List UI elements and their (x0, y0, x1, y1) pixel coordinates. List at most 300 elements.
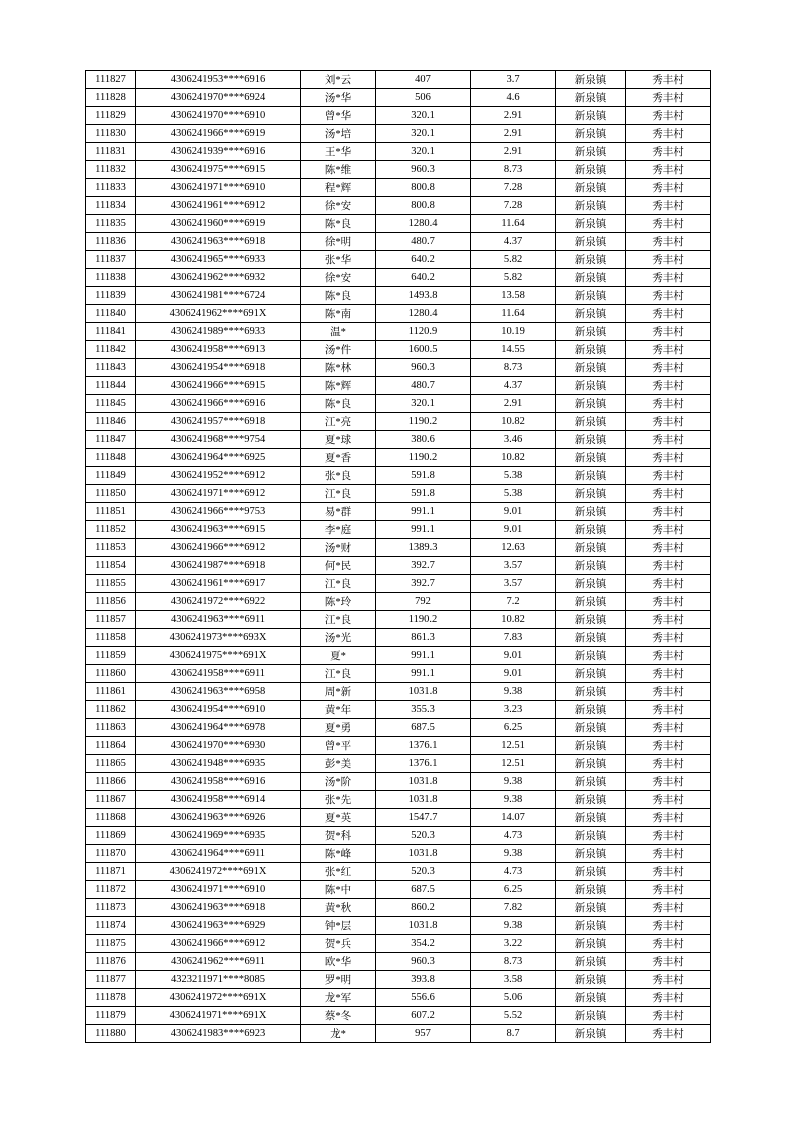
cell-village: 秀丰村 (626, 881, 711, 899)
cell-seq-number: 111836 (86, 233, 136, 251)
table-row (86, 431, 711, 449)
cell-seq-number: 111837 (86, 251, 136, 269)
cell-amount: 991.1 (376, 503, 471, 521)
cell-id-number: 4306241966****6915 (136, 377, 301, 395)
table-row (86, 701, 711, 719)
cell-rate: 7.83 (471, 629, 556, 647)
cell-rate: 10.82 (471, 413, 556, 431)
cell-seq-number: 111876 (86, 953, 136, 971)
cell-id-number: 4306241961****6912 (136, 197, 301, 215)
cell-village: 秀丰村 (626, 863, 711, 881)
cell-amount: 960.3 (376, 953, 471, 971)
table-row (86, 233, 711, 251)
cell-id-number: 4306241954****6918 (136, 359, 301, 377)
cell-amount: 480.7 (376, 233, 471, 251)
cell-town: 新泉镇 (556, 809, 626, 827)
cell-amount: 1031.8 (376, 773, 471, 791)
cell-town: 新泉镇 (556, 575, 626, 593)
cell-name: 汤*财 (301, 539, 376, 557)
cell-name: 温* (301, 323, 376, 341)
cell-name: 陈*南 (301, 305, 376, 323)
cell-id-number: 4306241963****6929 (136, 917, 301, 935)
cell-rate: 9.38 (471, 773, 556, 791)
cell-name: 张*良 (301, 467, 376, 485)
cell-seq-number: 111852 (86, 521, 136, 539)
cell-town: 新泉镇 (556, 395, 626, 413)
cell-name: 汤*光 (301, 629, 376, 647)
cell-village: 秀丰村 (626, 611, 711, 629)
cell-village: 秀丰村 (626, 287, 711, 305)
cell-seq-number: 111856 (86, 593, 136, 611)
cell-village: 秀丰村 (626, 233, 711, 251)
cell-amount: 640.2 (376, 251, 471, 269)
cell-village: 秀丰村 (626, 539, 711, 557)
cell-seq-number: 111849 (86, 467, 136, 485)
cell-town: 新泉镇 (556, 827, 626, 845)
cell-village: 秀丰村 (626, 521, 711, 539)
cell-village: 秀丰村 (626, 845, 711, 863)
cell-village: 秀丰村 (626, 143, 711, 161)
table-row (86, 827, 711, 845)
cell-seq-number: 111861 (86, 683, 136, 701)
cell-name: 汤*阶 (301, 773, 376, 791)
cell-rate: 6.25 (471, 881, 556, 899)
cell-name: 周*新 (301, 683, 376, 701)
cell-amount: 355.3 (376, 701, 471, 719)
cell-village: 秀丰村 (626, 755, 711, 773)
cell-amount: 393.8 (376, 971, 471, 989)
cell-seq-number: 111869 (86, 827, 136, 845)
cell-town: 新泉镇 (556, 737, 626, 755)
cell-name: 夏* (301, 647, 376, 665)
cell-id-number: 4306241966****6912 (136, 935, 301, 953)
cell-name: 徐*安 (301, 197, 376, 215)
cell-rate: 3.57 (471, 575, 556, 593)
cell-rate: 5.38 (471, 485, 556, 503)
cell-town: 新泉镇 (556, 323, 626, 341)
cell-town: 新泉镇 (556, 143, 626, 161)
cell-id-number: 4306241939****6916 (136, 143, 301, 161)
cell-id-number: 4306241964****6925 (136, 449, 301, 467)
cell-village: 秀丰村 (626, 485, 711, 503)
cell-town: 新泉镇 (556, 161, 626, 179)
cell-town: 新泉镇 (556, 233, 626, 251)
cell-id-number: 4306241983****6923 (136, 1025, 301, 1043)
cell-town: 新泉镇 (556, 917, 626, 935)
cell-town: 新泉镇 (556, 773, 626, 791)
cell-seq-number: 111853 (86, 539, 136, 557)
cell-town: 新泉镇 (556, 989, 626, 1007)
cell-town: 新泉镇 (556, 935, 626, 953)
cell-rate: 8.73 (471, 161, 556, 179)
cell-seq-number: 111859 (86, 647, 136, 665)
table-row (86, 809, 711, 827)
cell-village: 秀丰村 (626, 989, 711, 1007)
cell-village: 秀丰村 (626, 503, 711, 521)
cell-seq-number: 111863 (86, 719, 136, 737)
cell-name: 陈*玲 (301, 593, 376, 611)
cell-id-number: 4306241961****6917 (136, 575, 301, 593)
cell-id-number: 4306241964****6978 (136, 719, 301, 737)
cell-id-number: 4306241952****6912 (136, 467, 301, 485)
cell-rate: 9.38 (471, 683, 556, 701)
cell-id-number: 4306241975****6915 (136, 161, 301, 179)
cell-town: 新泉镇 (556, 1007, 626, 1025)
cell-name: 龙* (301, 1025, 376, 1043)
cell-seq-number: 111879 (86, 1007, 136, 1025)
cell-name: 程*辉 (301, 179, 376, 197)
cell-id-number: 4306241963****6958 (136, 683, 301, 701)
cell-town: 新泉镇 (556, 269, 626, 287)
cell-village: 秀丰村 (626, 179, 711, 197)
cell-seq-number: 111829 (86, 107, 136, 125)
cell-town: 新泉镇 (556, 197, 626, 215)
cell-amount: 861.3 (376, 629, 471, 647)
cell-town: 新泉镇 (556, 719, 626, 737)
cell-rate: 12.51 (471, 755, 556, 773)
cell-town: 新泉镇 (556, 125, 626, 143)
cell-name: 陈*林 (301, 359, 376, 377)
cell-rate: 9.01 (471, 647, 556, 665)
table-row (86, 557, 711, 575)
cell-rate: 3.46 (471, 431, 556, 449)
cell-town: 新泉镇 (556, 179, 626, 197)
cell-rate: 2.91 (471, 143, 556, 161)
cell-amount: 1389.3 (376, 539, 471, 557)
cell-village: 秀丰村 (626, 899, 711, 917)
cell-id-number: 4306241971****691X (136, 1007, 301, 1025)
cell-seq-number: 111871 (86, 863, 136, 881)
cell-amount: 1493.8 (376, 287, 471, 305)
cell-amount: 556.6 (376, 989, 471, 1007)
cell-id-number: 4306241960****6919 (136, 215, 301, 233)
cell-id-number: 4306241963****6918 (136, 899, 301, 917)
cell-village: 秀丰村 (626, 1007, 711, 1025)
cell-name: 王*华 (301, 143, 376, 161)
table-row (86, 791, 711, 809)
table-row (86, 89, 711, 107)
cell-name: 陈*辉 (301, 377, 376, 395)
cell-name: 罗*明 (301, 971, 376, 989)
cell-rate: 4.73 (471, 863, 556, 881)
cell-name: 刘*云 (301, 71, 376, 89)
cell-rate: 4.73 (471, 827, 556, 845)
cell-id-number: 4306241970****6924 (136, 89, 301, 107)
cell-seq-number: 111833 (86, 179, 136, 197)
cell-village: 秀丰村 (626, 953, 711, 971)
cell-amount: 1120.9 (376, 323, 471, 341)
cell-village: 秀丰村 (626, 737, 711, 755)
cell-name: 贺*科 (301, 827, 376, 845)
cell-town: 新泉镇 (556, 503, 626, 521)
cell-name: 汤*件 (301, 341, 376, 359)
cell-name: 江*亮 (301, 413, 376, 431)
cell-town: 新泉镇 (556, 863, 626, 881)
table-row (86, 521, 711, 539)
cell-id-number: 4306241962****6911 (136, 953, 301, 971)
cell-id-number: 4306241971****6910 (136, 881, 301, 899)
cell-id-number: 4306241957****6918 (136, 413, 301, 431)
cell-seq-number: 111854 (86, 557, 136, 575)
cell-amount: 320.1 (376, 125, 471, 143)
table-row (86, 503, 711, 521)
cell-id-number: 4306241958****6911 (136, 665, 301, 683)
cell-village: 秀丰村 (626, 305, 711, 323)
cell-town: 新泉镇 (556, 1025, 626, 1043)
cell-seq-number: 111877 (86, 971, 136, 989)
cell-rate: 3.57 (471, 557, 556, 575)
cell-village: 秀丰村 (626, 251, 711, 269)
cell-rate: 11.64 (471, 215, 556, 233)
cell-rate: 5.82 (471, 269, 556, 287)
cell-rate: 5.38 (471, 467, 556, 485)
cell-rate: 14.55 (471, 341, 556, 359)
cell-village: 秀丰村 (626, 647, 711, 665)
cell-amount: 960.3 (376, 161, 471, 179)
cell-amount: 520.3 (376, 863, 471, 881)
cell-name: 夏*香 (301, 449, 376, 467)
cell-amount: 591.8 (376, 485, 471, 503)
cell-town: 新泉镇 (556, 413, 626, 431)
table-row (86, 395, 711, 413)
cell-amount: 520.3 (376, 827, 471, 845)
cell-id-number: 4306241963****6915 (136, 521, 301, 539)
table-row (86, 143, 711, 161)
cell-town: 新泉镇 (556, 971, 626, 989)
table-row (86, 305, 711, 323)
cell-id-number: 4306241966****9753 (136, 503, 301, 521)
cell-seq-number: 111855 (86, 575, 136, 593)
table-row (86, 539, 711, 557)
cell-amount: 687.5 (376, 719, 471, 737)
table-row (86, 251, 711, 269)
cell-village: 秀丰村 (626, 773, 711, 791)
cell-town: 新泉镇 (556, 359, 626, 377)
cell-id-number: 4306241963****6911 (136, 611, 301, 629)
cell-amount: 407 (376, 71, 471, 89)
cell-name: 夏*勇 (301, 719, 376, 737)
cell-amount: 991.1 (376, 521, 471, 539)
cell-town: 新泉镇 (556, 791, 626, 809)
table-row (86, 179, 711, 197)
cell-amount: 1376.1 (376, 755, 471, 773)
cell-village: 秀丰村 (626, 71, 711, 89)
cell-town: 新泉镇 (556, 611, 626, 629)
cell-town: 新泉镇 (556, 251, 626, 269)
cell-seq-number: 111838 (86, 269, 136, 287)
cell-village: 秀丰村 (626, 935, 711, 953)
cell-name: 黄*秋 (301, 899, 376, 917)
cell-village: 秀丰村 (626, 593, 711, 611)
cell-town: 新泉镇 (556, 881, 626, 899)
table-row (86, 449, 711, 467)
cell-name: 江*良 (301, 665, 376, 683)
cell-amount: 860.2 (376, 899, 471, 917)
cell-seq-number: 111874 (86, 917, 136, 935)
cell-amount: 1547.7 (376, 809, 471, 827)
cell-seq-number: 111846 (86, 413, 136, 431)
cell-name: 夏*球 (301, 431, 376, 449)
cell-rate: 12.51 (471, 737, 556, 755)
cell-rate: 7.2 (471, 593, 556, 611)
cell-name: 曾*平 (301, 737, 376, 755)
cell-rate: 9.01 (471, 521, 556, 539)
table-row (86, 611, 711, 629)
cell-id-number: 4306241968****9754 (136, 431, 301, 449)
table-row (86, 71, 711, 89)
cell-rate: 8.73 (471, 953, 556, 971)
cell-seq-number: 111842 (86, 341, 136, 359)
cell-rate: 5.82 (471, 251, 556, 269)
cell-amount: 800.8 (376, 197, 471, 215)
cell-seq-number: 111878 (86, 989, 136, 1007)
cell-amount: 1031.8 (376, 791, 471, 809)
cell-rate: 6.25 (471, 719, 556, 737)
table-row (86, 377, 711, 395)
cell-town: 新泉镇 (556, 683, 626, 701)
cell-name: 夏*英 (301, 809, 376, 827)
cell-seq-number: 111880 (86, 1025, 136, 1043)
table-row (86, 269, 711, 287)
cell-rate: 11.64 (471, 305, 556, 323)
cell-village: 秀丰村 (626, 467, 711, 485)
cell-name: 蔡*冬 (301, 1007, 376, 1025)
cell-name: 何*民 (301, 557, 376, 575)
cell-id-number: 4306241970****6930 (136, 737, 301, 755)
table-row (86, 323, 711, 341)
cell-town: 新泉镇 (556, 539, 626, 557)
cell-rate: 3.23 (471, 701, 556, 719)
cell-amount: 957 (376, 1025, 471, 1043)
cell-village: 秀丰村 (626, 323, 711, 341)
cell-name: 李*庭 (301, 521, 376, 539)
cell-name: 陈*峰 (301, 845, 376, 863)
cell-seq-number: 111858 (86, 629, 136, 647)
cell-amount: 320.1 (376, 395, 471, 413)
cell-seq-number: 111875 (86, 935, 136, 953)
cell-id-number: 4306241965****6933 (136, 251, 301, 269)
cell-name: 张*红 (301, 863, 376, 881)
cell-id-number: 4306241966****6912 (136, 539, 301, 557)
cell-id-number: 4306241971****6912 (136, 485, 301, 503)
table-row (86, 593, 711, 611)
cell-rate: 9.38 (471, 845, 556, 863)
cell-rate: 7.82 (471, 899, 556, 917)
cell-id-number: 4306241962****6932 (136, 269, 301, 287)
cell-village: 秀丰村 (626, 377, 711, 395)
cell-village: 秀丰村 (626, 449, 711, 467)
cell-rate: 10.82 (471, 449, 556, 467)
cell-name: 陈*良 (301, 287, 376, 305)
cell-name: 江*良 (301, 485, 376, 503)
cell-name: 徐*明 (301, 233, 376, 251)
table-row (86, 989, 711, 1007)
cell-amount: 480.7 (376, 377, 471, 395)
table-row (86, 161, 711, 179)
cell-rate: 13.58 (471, 287, 556, 305)
cell-rate: 3.22 (471, 935, 556, 953)
cell-rate: 8.73 (471, 359, 556, 377)
cell-town: 新泉镇 (556, 665, 626, 683)
cell-id-number: 4306241966****6916 (136, 395, 301, 413)
cell-amount: 1190.2 (376, 611, 471, 629)
cell-village: 秀丰村 (626, 107, 711, 125)
cell-id-number: 4306241963****6926 (136, 809, 301, 827)
cell-village: 秀丰村 (626, 197, 711, 215)
cell-village: 秀丰村 (626, 629, 711, 647)
cell-id-number: 4306241958****6916 (136, 773, 301, 791)
cell-id-number: 4306241962****691X (136, 305, 301, 323)
cell-seq-number: 111872 (86, 881, 136, 899)
cell-name: 汤*培 (301, 125, 376, 143)
cell-village: 秀丰村 (626, 683, 711, 701)
cell-village: 秀丰村 (626, 701, 711, 719)
cell-amount: 354.2 (376, 935, 471, 953)
cell-name: 曾*华 (301, 107, 376, 125)
cell-seq-number: 111844 (86, 377, 136, 395)
cell-seq-number: 111840 (86, 305, 136, 323)
cell-amount: 792 (376, 593, 471, 611)
table-row (86, 341, 711, 359)
cell-village: 秀丰村 (626, 161, 711, 179)
cell-id-number: 4306241958****6914 (136, 791, 301, 809)
cell-rate: 10.19 (471, 323, 556, 341)
cell-town: 新泉镇 (556, 521, 626, 539)
table-row (86, 665, 711, 683)
table-row (86, 647, 711, 665)
cell-seq-number: 111843 (86, 359, 136, 377)
cell-amount: 392.7 (376, 575, 471, 593)
cell-id-number: 4306241973****693X (136, 629, 301, 647)
cell-rate: 5.06 (471, 989, 556, 1007)
cell-village: 秀丰村 (626, 341, 711, 359)
cell-town: 新泉镇 (556, 755, 626, 773)
cell-village: 秀丰村 (626, 1025, 711, 1043)
cell-town: 新泉镇 (556, 467, 626, 485)
table-row (86, 575, 711, 593)
table-row (86, 197, 711, 215)
cell-amount: 591.8 (376, 467, 471, 485)
cell-amount: 380.6 (376, 431, 471, 449)
cell-town: 新泉镇 (556, 305, 626, 323)
cell-name: 徐*安 (301, 269, 376, 287)
cell-id-number: 4306241972****691X (136, 863, 301, 881)
table-row (86, 629, 711, 647)
cell-name: 龙*军 (301, 989, 376, 1007)
cell-rate: 7.28 (471, 197, 556, 215)
cell-name: 黄*年 (301, 701, 376, 719)
cell-id-number: 4306241971****6910 (136, 179, 301, 197)
cell-rate: 4.6 (471, 89, 556, 107)
cell-amount: 1031.8 (376, 845, 471, 863)
cell-name: 易*群 (301, 503, 376, 521)
cell-amount: 1031.8 (376, 917, 471, 935)
cell-town: 新泉镇 (556, 341, 626, 359)
cell-village: 秀丰村 (626, 791, 711, 809)
cell-village: 秀丰村 (626, 125, 711, 143)
table-row (86, 863, 711, 881)
cell-name: 陈*良 (301, 395, 376, 413)
cell-amount: 1190.2 (376, 449, 471, 467)
cell-village: 秀丰村 (626, 971, 711, 989)
cell-rate: 12.63 (471, 539, 556, 557)
cell-village: 秀丰村 (626, 719, 711, 737)
cell-amount: 991.1 (376, 665, 471, 683)
cell-amount: 640.2 (376, 269, 471, 287)
cell-rate: 3.7 (471, 71, 556, 89)
table-row (86, 719, 711, 737)
cell-village: 秀丰村 (626, 89, 711, 107)
